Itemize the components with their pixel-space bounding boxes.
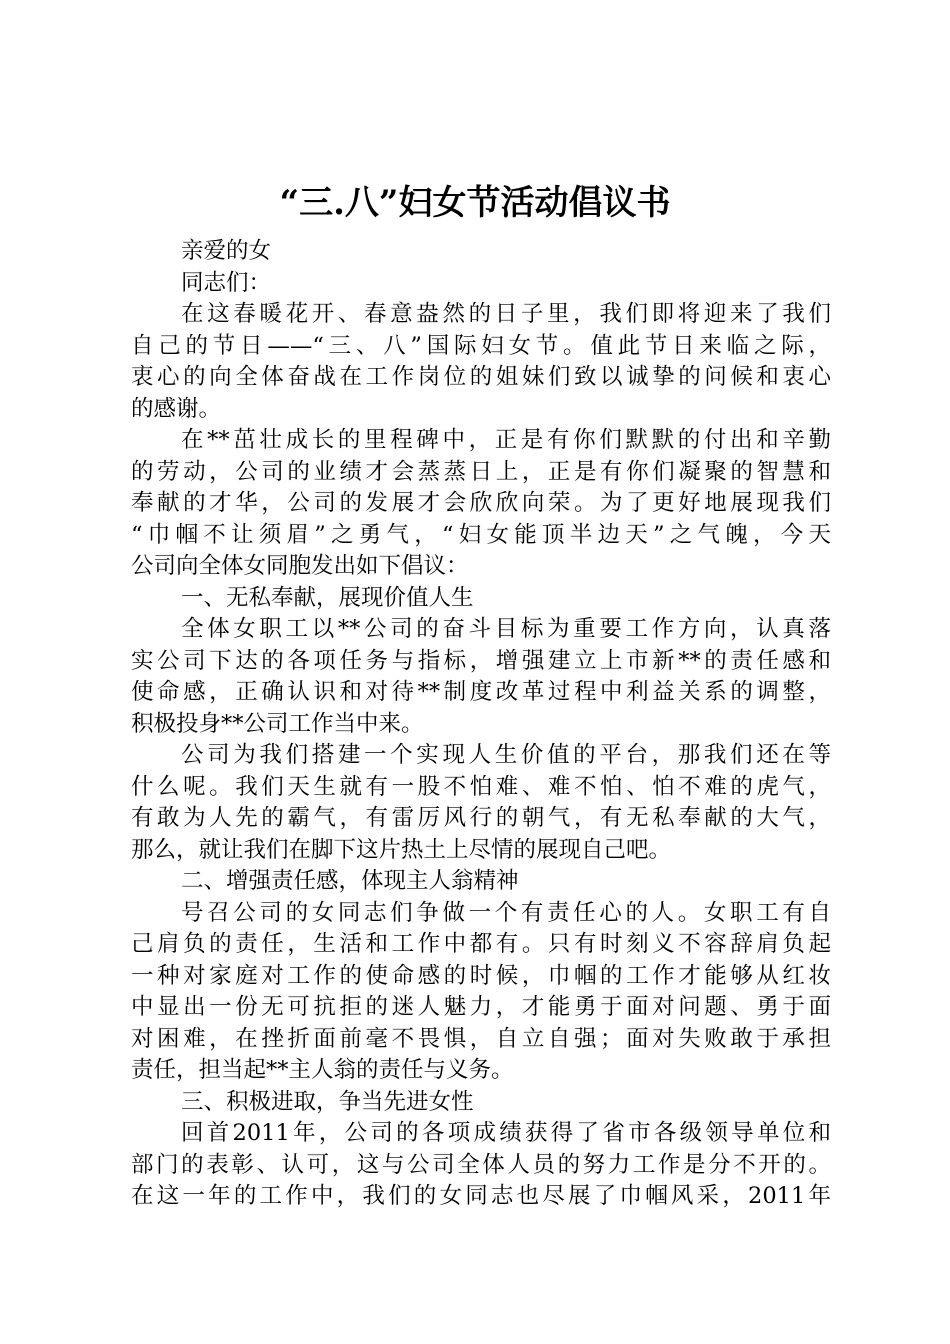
document-text-line: 在**茁壮成长的里程碑中，正是有你们默默的付出和辛勤 <box>181 427 831 453</box>
document-text-line: 奉献的才华，公司的发展才会欣欣向荣。为了更好地展现我们 <box>131 490 831 516</box>
document-text-line: 在这一年的工作中，我们的女同志也尽展了巾帼风采，2011年 <box>131 1183 831 1209</box>
document-text-line: 中显出一份无可抗拒的迷人魅力，才能勇于面对问题、勇于面 <box>131 994 831 1020</box>
document-text-line: 自己的节日——“三、八”国际妇女节。值此节日来临之际， <box>131 332 831 359</box>
document-text-line: 全体女职工以**公司的奋斗目标为重要工作方向，认真落 <box>181 616 831 642</box>
document-text-line: 己肩负的责任，生活和工作中都有。只有时刻义不容辞肩负起 <box>131 931 831 957</box>
document-text-line: 部门的表彰、认可，这与公司全体人员的努力工作是分不开的。 <box>131 1151 831 1178</box>
document-text-line: 责任，担当起**主人翁的责任与义务。 <box>131 1057 514 1083</box>
document-text-line: 回首2011年，公司的各项成绩获得了省市各级领导单位和 <box>181 1120 831 1146</box>
document-text-line: 积极投身**公司工作当中来。 <box>131 710 424 737</box>
document-text-line: 的劳动，公司的业绩才会蒸蒸日上，正是有你们凝聚的智慧和 <box>131 458 831 485</box>
document-text-line: 衷心的向全体奋战在工作岗位的姐妹们致以诚挚的问候和衷心 <box>131 364 831 390</box>
document-title: “三.八”妇女节活动倡议书 <box>279 183 671 223</box>
document-text-line: 一种对家庭对工作的使命感的时候，巾帼的工作才能够从红妆 <box>131 962 831 989</box>
document-text-line: 实公司下达的各项任务与指标，增强建立上市新**的责任感和 <box>131 647 831 674</box>
document-text-line: 使命感，正确认识和对待**制度改革过程中利益关系的调整， <box>131 679 831 705</box>
document-text-line: 同志们： <box>181 269 272 296</box>
document-text-line: 二、增强责任感，体现主人翁精神 <box>181 868 519 894</box>
document-text-line: 三、积极进取，争当先进女性 <box>181 1088 474 1115</box>
document-text-line: 那么，就让我们在脚下这片热土上尽情的展现自己吧。 <box>131 836 672 863</box>
document-text-line: “巾帼不让须眉”之勇气，“妇女能顶半边天”之气魄，今天 <box>131 521 831 548</box>
document-text-line: 的感谢。 <box>131 395 222 422</box>
document-text-line: 在这春暖花开、春意盎然的日子里，我们即将迎来了我们 <box>181 301 831 327</box>
document-text-line: 什么呢。我们天生就有一股不怕难、难不怕、怕不难的虎气， <box>131 773 831 800</box>
document-text-line: 对困难，在挫折面前毫不畏惧，自立自强；面对失败敢于承担 <box>131 1025 831 1052</box>
document-body <box>131 236 831 1213</box>
document-text-line: 有敢为人先的霸气，有雷厉风行的朝气，有无私奉献的大气， <box>131 805 831 831</box>
document-text-line: 公司为我们搭建一个实现人生价值的平台，那我们还在等 <box>181 742 831 768</box>
document-text-line: 一、无私奉献，展现价值人生 <box>181 584 474 611</box>
document-text-line: 公司向全体女同胞发出如下倡议： <box>131 553 469 579</box>
document-text-line: 亲爱的女 <box>181 238 272 264</box>
document-text-line: 号召公司的女同志们争做一个有责任心的人。女职工有自 <box>181 899 831 926</box>
